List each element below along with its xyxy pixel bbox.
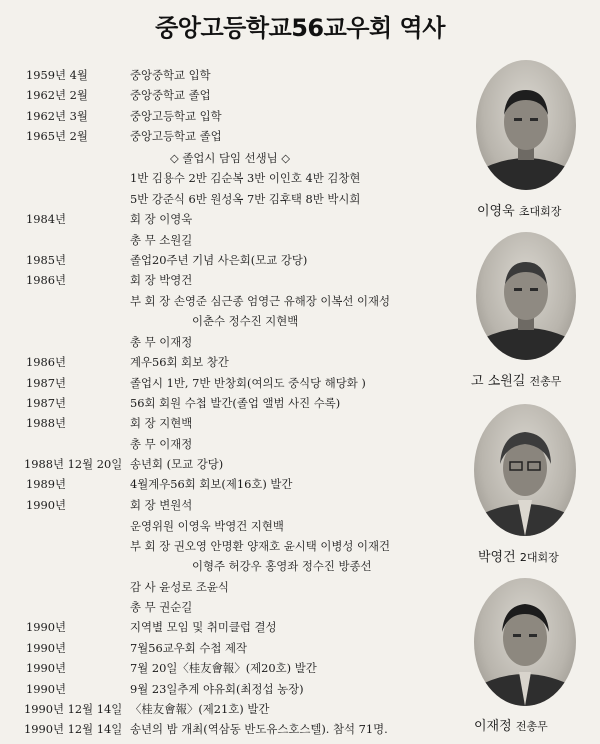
timeline-date: 1986년 xyxy=(26,355,66,369)
portrait-icon xyxy=(476,60,576,190)
timeline-text: 중앙중학교 입학 xyxy=(130,68,211,82)
portrait-icon xyxy=(476,232,576,360)
timeline-text: 송년의 밤 개최(역삼동 반도유스호스텔). 참석 71명. xyxy=(130,722,388,736)
timeline-text: 총 무 이재정 xyxy=(130,335,193,349)
timeline-date: 1987년 xyxy=(26,376,66,390)
timeline-date: 1984년 xyxy=(26,212,66,226)
timeline-date: 1990년 xyxy=(26,620,66,634)
portrait-role: 초대회장 xyxy=(518,205,562,218)
portrait-role: 전총무 xyxy=(515,720,548,733)
timeline-text: 4월계우56회 회보(제16호) 발간 xyxy=(130,477,293,491)
portrait-caption xyxy=(478,546,559,565)
timeline-date: 1985년 xyxy=(26,253,66,267)
timeline-date: 1989년 xyxy=(26,477,66,491)
portrait-name: 이영욱 xyxy=(477,204,515,219)
portrait-name: 고 소원길 xyxy=(471,374,526,389)
timeline-date: 1988년 xyxy=(26,416,66,430)
timeline-date: 1962년 3월 xyxy=(26,109,88,123)
portrait-photo xyxy=(474,578,576,706)
homeroom-teachers-row: 5반 강준식 6반 원성옥 7반 김후택 8반 박시희 xyxy=(130,192,361,206)
timeline-text: 총 무 이재정 xyxy=(130,437,193,451)
timeline-text: 이형주 허강우 홍영좌 정수진 방종선 xyxy=(192,559,372,573)
timeline-date: 1990년 12월 14일 xyxy=(24,702,123,716)
timeline-text: 회 장 변원석 xyxy=(130,498,193,512)
portrait-photo xyxy=(476,232,576,360)
timeline-text: 〈桂友會報〉(제21호) 발간 xyxy=(130,702,270,716)
portrait-role: 전총무 xyxy=(529,375,562,388)
timeline-date: 1959년 4월 xyxy=(26,68,88,82)
timeline-date: 1965년 2월 xyxy=(26,129,88,143)
timeline-text: 7월56교우회 수첩 제작 xyxy=(130,641,248,655)
timeline-text: 9월 23일추계 야유회(최정섭 농장) xyxy=(130,682,304,696)
timeline-text: 회 장 박영건 xyxy=(130,273,193,287)
portrait-caption xyxy=(477,200,561,219)
page-title: 중앙고등학교56교우회 역사 xyxy=(155,14,445,42)
portrait-caption xyxy=(471,370,561,389)
timeline-text: 중앙고등학교 입학 xyxy=(130,109,222,123)
timeline-text: 총 무 권순길 xyxy=(130,600,193,614)
timeline-text: 7월 20일〈桂友會報〉(제20호) 발간 xyxy=(130,661,317,675)
portrait-name: 이재정 xyxy=(474,719,512,734)
portrait-icon xyxy=(474,578,576,706)
timeline-text: 회 장 이영욱 xyxy=(130,212,193,226)
timeline-text: 이춘수 정수진 지현백 xyxy=(192,314,299,328)
timeline-date: 1987년 xyxy=(26,396,66,410)
portrait-photo xyxy=(476,60,576,190)
timeline-text: 계우56회 회보 창간 xyxy=(130,355,229,369)
homeroom-teachers-heading: ◇ 졸업시 담임 선생님 ◇ xyxy=(170,151,291,165)
timeline-date: 1990년 12월 14일 xyxy=(24,722,123,736)
timeline-date: 1962년 2월 xyxy=(26,88,88,102)
portrait-name: 박영건 xyxy=(478,550,516,565)
timeline-text: 부 회 장 권오영 안명환 양재호 윤시택 이병성 이재건 xyxy=(130,539,391,553)
homeroom-teachers-row: 1반 김용수 2반 김순복 3반 이인호 4반 김창현 xyxy=(130,171,361,185)
portrait-icon xyxy=(474,404,576,536)
portrait-photo xyxy=(474,404,576,536)
portrait-caption xyxy=(474,715,548,734)
timeline-text: 56회 회원 수첩 발간(졸업 앨범 사진 수록) xyxy=(130,396,341,410)
timeline-date: 1990년 xyxy=(26,641,66,655)
timeline-text: 회 장 지현백 xyxy=(130,416,193,430)
timeline-text: 중앙중학교 졸업 xyxy=(130,88,211,102)
timeline-date: 1990년 xyxy=(26,498,66,512)
timeline-date: 1988년 12월 20일 xyxy=(24,457,123,471)
portrait-role: 2대회장 xyxy=(519,551,559,564)
timeline-text: 감 사 윤성로 조윤식 xyxy=(130,580,229,594)
timeline-text: 지역별 모임 및 취미클럽 결성 xyxy=(130,620,277,634)
timeline-date: 1990년 xyxy=(26,661,66,675)
timeline-date: 1990년 xyxy=(26,682,66,696)
timeline-text: 졸업20주년 기념 사은회(모교 강당) xyxy=(130,253,308,267)
timeline-text: 졸업시 1반, 7반 반창회(여의도 중식당 해당화 ) xyxy=(130,376,366,390)
timeline-date: 1986년 xyxy=(26,273,66,287)
timeline-text: 부 회 장 손영준 심근종 엄영근 유해장 이복선 이재성 xyxy=(130,294,391,308)
timeline-text: 중앙고등학교 졸업 xyxy=(130,129,222,143)
timeline-text: 송년회 (모교 강당) xyxy=(130,457,224,471)
timeline-text: 운영위원 이영욱 박영건 지현백 xyxy=(130,519,284,533)
timeline-text: 총 무 소원길 xyxy=(130,233,193,247)
